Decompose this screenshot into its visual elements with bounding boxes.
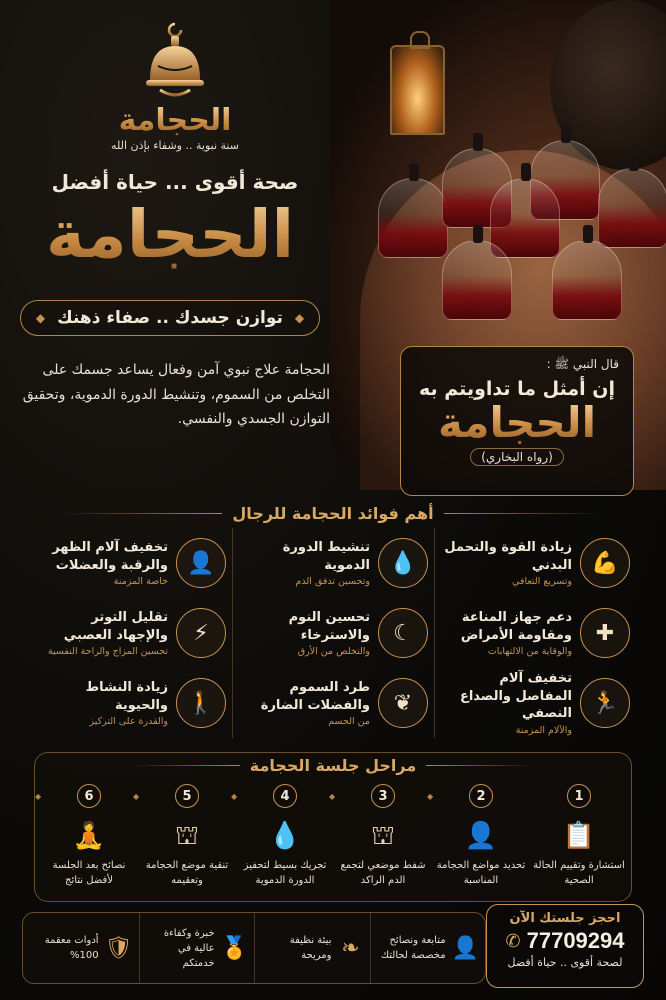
step-text: تحديد مواضع الحجامة المناسبة [436, 860, 526, 886]
phone-number[interactable]: 77709294 [526, 928, 625, 953]
logo-subtitle: سنة نبوية .. وشفاء بإذن الله [111, 139, 239, 152]
features-bar [22, 912, 486, 984]
cup-image [442, 240, 512, 320]
benefit-subtitle: خاصة المزمنة [113, 576, 168, 588]
feature-item [254, 913, 370, 983]
step-number: 6 [77, 784, 101, 808]
moon-star-icon: ☾ [378, 608, 428, 658]
separator-dot-icon: ◆ [231, 792, 238, 801]
intro-text: الحجامة علاج نبوي آمن وفعال يساعد جسمك على التخلص من السموم، وتنشيط الدورة الدموية، وتحقيق التوازن الجسدي والنفسي. [22, 362, 330, 427]
blood-drop-icon: 💧 [378, 538, 428, 588]
cup-image [598, 168, 666, 248]
benefits-header [0, 504, 666, 523]
hero-ribbon [20, 300, 320, 336]
benefit-text [36, 609, 168, 657]
step-item [231, 784, 334, 896]
benefit-title: تقليل التوتر والإجهاد العصبي [63, 609, 168, 643]
benefit-text [239, 679, 370, 727]
divider [130, 765, 240, 766]
cup-image [490, 178, 560, 258]
diamond-ornament-icon: ◆ [35, 311, 46, 325]
divider [62, 513, 222, 514]
feature-text: أدوات معقمة 100% [44, 935, 99, 961]
cup-image [378, 178, 448, 258]
hadith-source: (رواه البخاري) [470, 448, 564, 466]
benefit-text [36, 679, 168, 727]
lantern-image [390, 45, 445, 135]
benefit-item [434, 598, 636, 668]
diamond-ornament-icon: ◆ [294, 311, 305, 325]
step-item [329, 784, 432, 896]
separator-dot-icon: ◆ [133, 792, 140, 801]
clipboard-icon: 📋 [562, 821, 596, 851]
separator-dot-icon: ◆ [329, 792, 336, 801]
shield-plus-icon: ✚ [580, 608, 630, 658]
benefit-item [434, 528, 636, 598]
benefit-subtitle: وتحسين تدفق الدم [295, 576, 370, 588]
booking-title: احجز جلستك الآن [509, 911, 621, 926]
step-number: 1 [567, 784, 591, 808]
benefit-text [441, 539, 572, 587]
step-item [133, 784, 236, 896]
step-item [530, 784, 628, 896]
benefit-text [441, 609, 572, 657]
step-number: 5 [175, 784, 199, 808]
steps-header [0, 756, 666, 775]
cup-icon: ⛫ [371, 821, 395, 851]
benefit-subtitle: والقدرة على التركيز [89, 716, 168, 728]
feature-text: بيئة نظيفة ومريحة [289, 935, 332, 961]
step-number: 4 [273, 784, 297, 808]
benefit-title: تنشيط الدورة الدموية [282, 539, 370, 573]
hero-tagline: صحة أقوى ... حياة أفضل [51, 170, 299, 194]
hadith-quote: إن أمثل ما تداويتم به [419, 378, 615, 400]
benefit-subtitle: والآلام المزمنة [515, 724, 572, 736]
cup-clean-icon: ⛫ [175, 821, 199, 851]
walking-man-icon: 🚶 [176, 678, 226, 728]
shield-check-icon: 🛡 [104, 935, 133, 961]
step-text: شفط موضعي لتجمع الدم الراكد [340, 860, 426, 886]
cupping-cup-icon [140, 22, 210, 102]
logo [90, 22, 260, 152]
divider [444, 513, 604, 514]
booking-box[interactable] [486, 904, 644, 988]
person-support-icon: 👤 [451, 935, 479, 961]
benefit-text [441, 670, 572, 736]
step-text: تجريك بسيط لتحفيز الدورة الدموية [243, 860, 327, 886]
benefit-subtitle: والتخلص من الأرق [297, 646, 370, 658]
feature-text: متابعة ونصائح مخصصة لحالتك [380, 935, 446, 961]
benefit-text [239, 609, 370, 657]
benefit-subtitle: وتسريع التعافي [511, 576, 572, 588]
hadith-intro: قال النبي ﷺ : [546, 357, 619, 371]
benefit-title: تخفيف آلام المفاصل والصداع النصفي [459, 671, 572, 722]
muscle-arm-icon: 💪 [580, 538, 630, 588]
hadith-box [400, 346, 634, 496]
benefit-title: دعم جهاز المناعة ومقاومة الأمراض [460, 609, 572, 643]
steps-row [35, 784, 628, 896]
separator-dot-icon: ◆ [427, 792, 434, 801]
leaves-icon: ❦ [378, 678, 428, 728]
cup-image [552, 240, 622, 320]
step-item [427, 784, 530, 896]
hero-title: الحجامة [15, 195, 325, 274]
booking-subtitle: لصحة أقوى .. حياة أفضل [507, 956, 623, 969]
step-number: 2 [469, 784, 493, 808]
benefit-item [30, 598, 232, 668]
step-number: 3 [371, 784, 395, 808]
feature-text: خبرة وكفاءة عالية في خدمتكم [163, 927, 215, 969]
body-points-icon: 👤 [464, 821, 498, 851]
divider [426, 765, 536, 766]
separator-dot-icon: ◆ [35, 792, 42, 801]
phone-icon: ✆ [505, 930, 521, 952]
drops-icon: 💧 [268, 821, 302, 851]
benefit-title: تحسين النوم والاسترخاء [288, 609, 370, 643]
benefit-text [36, 539, 168, 587]
benefit-item [232, 528, 434, 598]
feature-item [139, 913, 255, 983]
benefit-item [30, 668, 232, 738]
feature-item [23, 913, 139, 983]
phone-row[interactable] [495, 928, 635, 954]
back-body-icon: 👤 [176, 538, 226, 588]
award-medal-icon: 🏅 [220, 935, 248, 961]
step-item [35, 784, 138, 896]
meditation-icon: 🧘 [72, 821, 106, 851]
feature-item [370, 913, 486, 983]
step-text: تنقية موضع الحجامة وتعقيمه [145, 860, 229, 886]
benefit-item [434, 668, 636, 738]
benefit-text [239, 539, 370, 587]
leaf-icon: ❧ [341, 935, 360, 961]
benefit-item [30, 528, 232, 598]
lightning-icon: ⚡ [176, 608, 226, 658]
benefits-grid [30, 528, 636, 738]
hadith-word: الحجامة [415, 400, 619, 446]
step-text: استشارة وتقييم الحالة الصحية [533, 860, 625, 886]
benefit-title: زيادة القوة والتحمل البدني [444, 539, 572, 573]
step-text: نصائح بعد الجلسة لأفضل نتائج [52, 860, 126, 886]
benefit-item [232, 598, 434, 668]
running-man-icon: 🏃 [580, 678, 630, 728]
benefit-item [232, 668, 434, 738]
benefit-subtitle: من الجسم [328, 716, 370, 728]
logo-name: الحجامة [90, 104, 260, 137]
benefits-title: أهم فوائد الحجامة للرجال [232, 504, 434, 523]
benefit-subtitle: والوقاية من الالتهابات [487, 646, 572, 658]
hero-ribbon-text: توازن جسدك .. صفاء ذهنك [57, 308, 283, 328]
benefit-title: زيادة النشاط والحيوية [85, 679, 168, 713]
benefit-title: تخفيف آلام الظهر والرقبة والعضلات [52, 539, 168, 573]
benefit-subtitle: تحسين المزاج والراحة النفسية [47, 646, 168, 658]
benefit-title: طرد السموم والفضلات الضارة [260, 679, 370, 713]
steps-title: مراحل جلسة الحجامة [249, 756, 417, 775]
